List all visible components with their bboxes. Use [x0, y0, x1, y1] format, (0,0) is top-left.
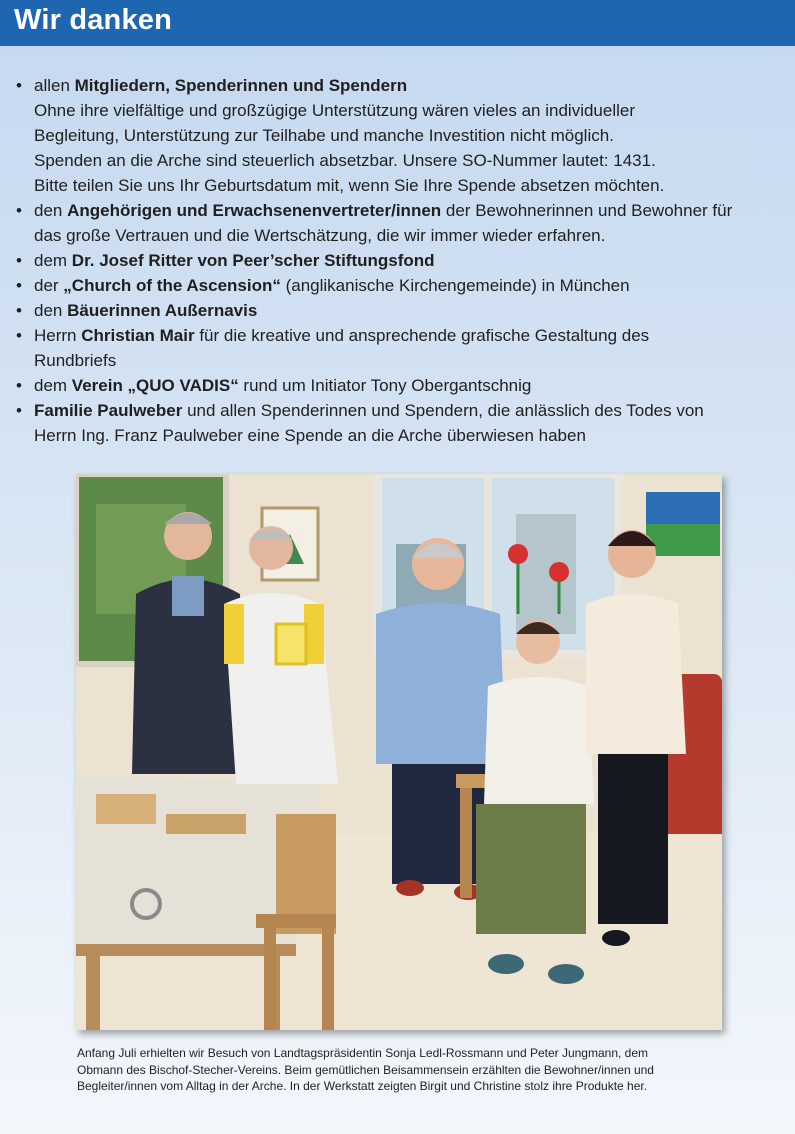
detail-line: Bitte teilen Sie uns Ihr Geburtsdatum mit, wenn Sie Ihre Spende absetzen möchten.	[34, 176, 665, 195]
bullet-icon: •	[16, 301, 22, 320]
detail-line: Spenden an die Arche sind steuerlich absetzbar. Unsere SO-Nummer lautet: 1431.	[34, 151, 656, 170]
list-item: • allen Mitgliedern, Spenderinnen und Spendern Ohne ihre vielfältige und großzügige Unterstützung wären vieles an individueller Begleitung, Unterstützung zur Teilhabe und manche Investition nicht möglich. Spenden an die Arche sind steuerlich absetzbar. Unsere SO-Nummer lautet: 1431. Bitte teilen Sie uns Ihr Geburtsdatum mit, wenn Sie Ihre Spende absetzen möchten.	[14, 73, 774, 198]
list-item: • den Bäuerinnen Außernavis	[14, 298, 774, 323]
bullet-icon: •	[16, 276, 22, 295]
photo-caption	[77, 1045, 722, 1095]
caption-line: Begleiter/innen vom Alltag in der Arche. In der Werkstatt zeigten Birgit und Christine stolz ihre Produkte her.	[77, 1079, 648, 1093]
caption-line: Obmann des Bischof-Stecher-Vereins. Beim gemütlichen Beisammensein erzählten die Bewohner/innen und	[77, 1062, 654, 1077]
group-photo-illustration	[76, 474, 722, 1030]
bullet-icon: •	[16, 251, 22, 270]
bullet-icon: •	[16, 326, 22, 345]
list-item: • dem Verein „QUO VADIS“ rund um Initiator Tony Obergantschnig	[14, 373, 774, 398]
detail-line: Begleitung, Unterstützung zur Teilhabe und manche Investition nicht möglich.	[34, 126, 614, 145]
list-item: • Familie Paulweber und allen Spenderinnen und Spendern, die anlässlich des Todes von Herrn Ing. Franz Paulweber eine Spende an die Arche überwiesen haben	[14, 398, 774, 448]
page-title: Wir danken	[14, 4, 173, 36]
list-item: • dem Dr. Josef Ritter von Peer’scher Stiftungsfond	[14, 248, 774, 273]
bullet-icon: •	[16, 401, 22, 420]
list-item: • Herrn Christian Mair für die kreative und ansprechende grafische Gestaltung des Rundbriefs	[14, 323, 774, 373]
bullet-icon: •	[16, 376, 22, 395]
header-bar	[0, 0, 795, 46]
list-item: • den Angehörigen und Erwachsenenvertreter/innen der Bewohnerinnen und Bewohner für das große Vertrauen und die Wertschätzung, die wir immer wieder erfahren.	[14, 198, 774, 248]
caption-line: Anfang Juli erhielten wir Besuch von Landtagspräsidentin Sonja Ledl-Rossmann und Peter Jungmann, dem	[77, 1046, 649, 1060]
bullet-icon: •	[16, 201, 22, 220]
thanks-list	[14, 73, 774, 448]
bullet-icon: •	[16, 76, 22, 95]
list-item: • der „Church of the Ascension“ (anglikanische Kirchengemeinde) in München	[14, 273, 774, 298]
group-photo	[76, 474, 722, 1030]
detail-line: Ohne ihre vielfältige und großzügige Unterstützung wären vieles an individueller	[34, 101, 636, 120]
